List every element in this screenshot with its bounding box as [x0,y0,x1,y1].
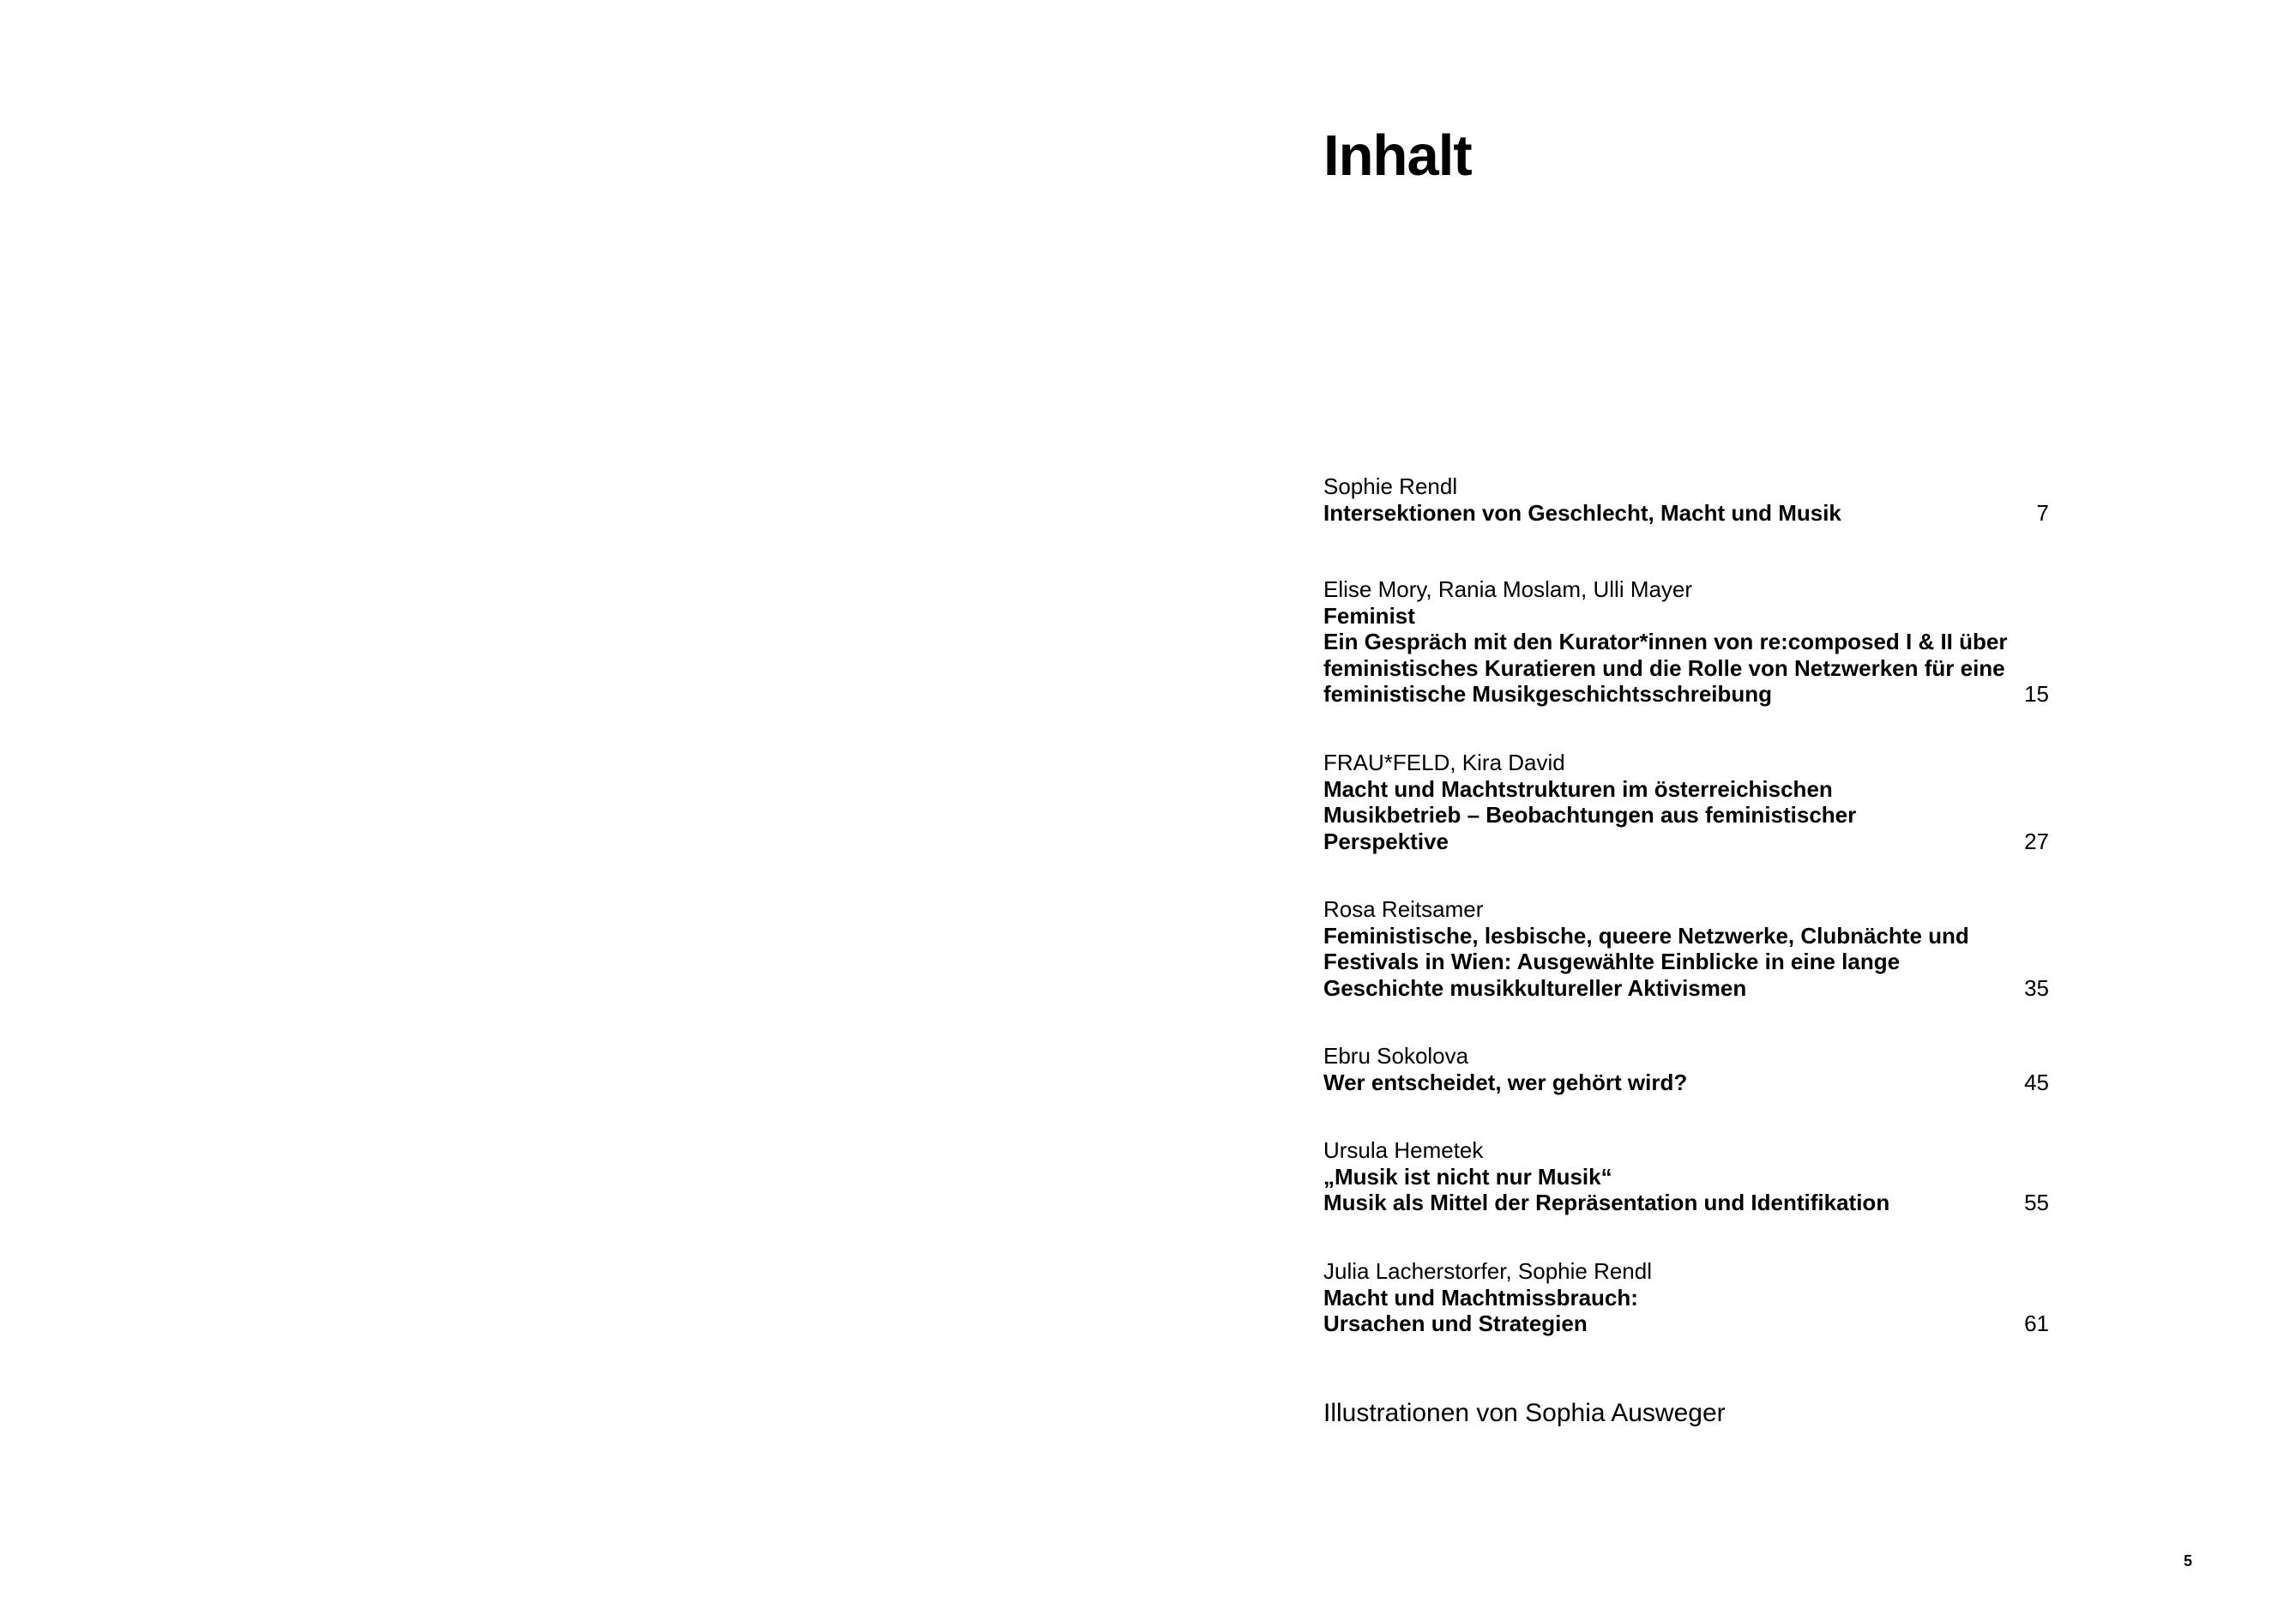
page-title: Inhalt [1323,124,1472,188]
entry-title-line: Macht und Machtmissbrauch: [1323,1284,1638,1311]
toc-entry[interactable] [1323,896,2049,1001]
entry-author: Elise Mory, Rania Moslam, Ulli Mayer [1323,576,1693,602]
entry-title-line: feministische Musikgeschichtsschreibung [1323,681,1773,707]
entry-title-line: Geschichte musikkultureller Aktivismen [1323,974,1747,1001]
entry-title-line: Festivals in Wien: Ausgewählte Einblicke in eine lange [1323,949,1901,974]
entry-title-line: Feminist [1323,602,1415,629]
entry-title-line: Wer entscheidet, wer gehört wird? [1323,1069,1688,1095]
entry-title-line: Feministische, lesbische, queere Netzwerke, Clubnächte und [1323,922,1969,949]
entry-title-line: Macht und Machtstrukturen im österreichischen [1323,775,1833,802]
toc-entry[interactable] [1323,1258,2049,1337]
entry-title-line: „Musik ist nicht nur Musik“ [1323,1163,1612,1190]
entry-author: Julia Lacherstorfer, Sophie Rendl [1323,1258,1653,1284]
entry-title-line: Musikbetrieb – Beobachtungen aus feministischer [1323,802,1857,828]
entry-author: Rosa Reitsamer [1323,896,1484,922]
entry-page-number: 45 [2024,1069,2049,1095]
entry-page-number: 35 [2024,974,2049,1001]
toc-entry[interactable] [1323,576,2049,708]
entry-author: Ursula Hemetek [1323,1137,1484,1163]
entry-title-line: Ein Gespräch mit den Kurator*innen von re:composed I & II über [1323,629,2008,654]
entry-title-line: feministisches Kuratieren und die Rolle von Netzwerken für eine [1323,654,2005,681]
entry-page-number: 27 [2024,828,2049,854]
toc-entry[interactable] [1323,473,2049,526]
illustration-credit: Illustrationen von Sophia Ausweger [1323,1399,1726,1427]
entry-title-line: Musik als Mittel der Repräsentation und Identifikation [1323,1190,1890,1215]
toc-entry[interactable] [1323,750,2049,854]
entry-page-number: 61 [2024,1311,2049,1336]
entry-author: Ebru Sokolova [1323,1043,1469,1069]
entry-title-line: Intersektionen von Geschlecht, Macht und Musik [1323,499,1841,526]
page-number: 5 [2184,1552,2193,1570]
entry-page-number: 15 [2024,681,2049,707]
entry-author: Sophie Rendl [1323,473,1458,499]
entry-title-line: Perspektive [1323,828,1449,854]
entry-page-number: 7 [2036,499,2049,526]
toc-entry[interactable] [1323,1043,2049,1095]
entry-page-number: 55 [2024,1190,2049,1215]
toc-entry[interactable] [1323,1137,2049,1216]
entry-title-line: Ursachen und Strategien [1323,1311,1588,1336]
entry-author: FRAU*FELD, Kira David [1323,750,1565,775]
